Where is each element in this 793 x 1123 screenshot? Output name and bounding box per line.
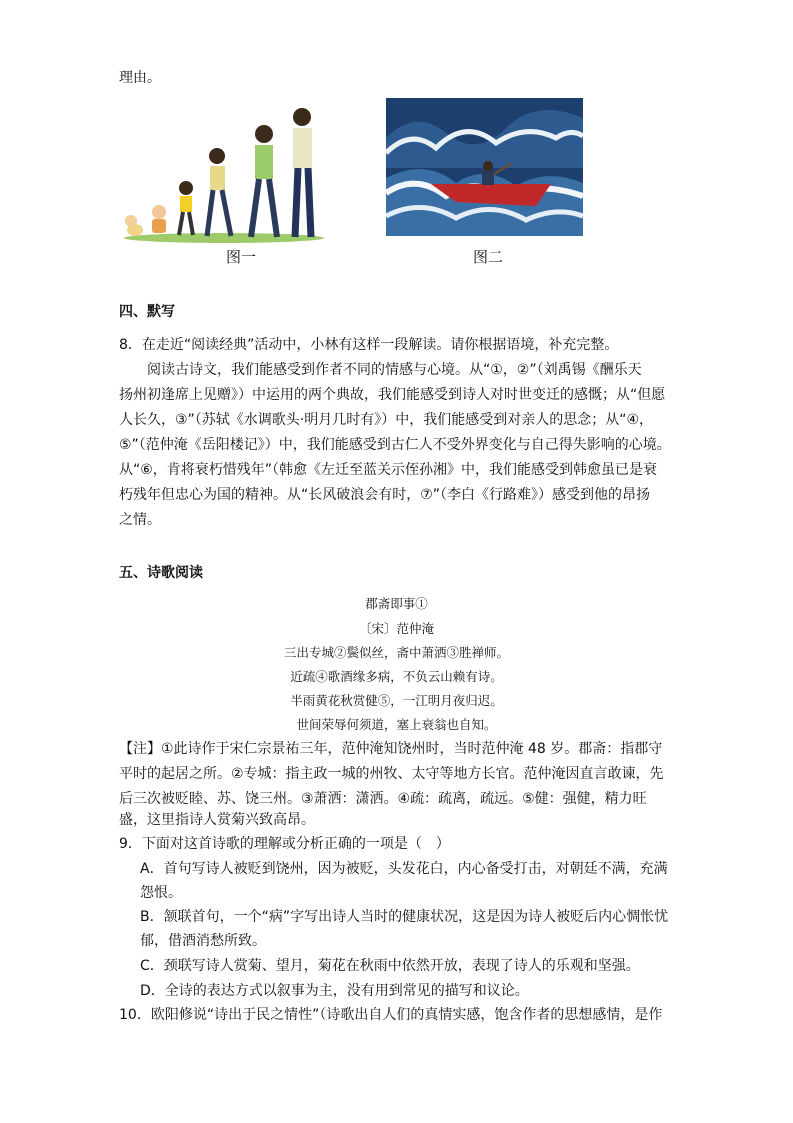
note-line: 【注】①此诗作于宋仁宗景祐三年，范仲淹知饶州时，当时范仲淹 48 岁。郡斋：指郡守	[119, 741, 663, 757]
question9-stem: 9．下面对这首诗歌的理解或分析正确的一项是（ ）	[119, 836, 450, 852]
note-line: 后三次被贬睦、苏、饶三州。③萧洒：潇洒。④疏：疏离，疏远。⑤健：强健，精力旺	[119, 791, 647, 807]
note-line: 平时的起居之所。②专城：指主政一城的州牧、太守等地方长官。范仲淹因直言敢谏，先	[119, 766, 664, 782]
passage-line: 之情。	[119, 512, 161, 528]
question9-option: 怨恨。	[140, 885, 182, 901]
poem-line: 近疏④歌酒缘多病，不负云山赖有诗。	[290, 669, 503, 684]
continued-text: 理由。	[119, 70, 161, 86]
question9-option: C．颈联写诗人赏菊、望月，菊花在秋雨中依然开放，表现了诗人的乐观和坚强。	[140, 958, 640, 974]
passage-line: 阅读古诗文，我们能感受到作者不同的情感与心境。从“①，②”（刘禹锡《酬乐天	[147, 362, 642, 378]
poem-line: 半雨黄花秋赏健⑤，一江明月夜归迟。	[290, 693, 503, 708]
question9-option: B．颔联首句，一个“病”字写出诗人当时的健康状况，这是因为诗人被贬后内心惆怅忧	[140, 909, 669, 925]
boat-in-storm-illustration	[386, 98, 583, 236]
question9-option: 郁，借酒消愁所致。	[140, 933, 266, 949]
question9-option: D．全诗的表达方式以叙事为主，没有用到常见的描写和议论。	[140, 983, 529, 999]
figure-growth-stages	[119, 100, 329, 245]
question10-stem: 10．欧阳修说“诗出于民之情性”（诗歌出自人们的真情实感，饱含作者的思想感情，是作	[119, 1007, 663, 1023]
poem-title: 郡斋即事①	[365, 596, 428, 611]
poem-author: 〔宋〕范仲淹	[358, 621, 434, 636]
passage-line: 人长久，③”（苏轼《水调歌头·明月几时有》）中，我们能感受到对亲人的思念；从“④，	[119, 412, 654, 428]
passage-line: 扬州初逢席上见赠》）中运用的两个典故，我们能感受到诗人对时世变迁的感慨；从“但愿	[119, 387, 666, 403]
figure1-caption: 图一	[226, 248, 257, 266]
passage-line: 从“⑥，肯将衰朽惜残年”（韩愈《左迁至蓝关示侄孙湘》中，我们能感受到韩愈虽已是衰	[119, 462, 658, 478]
poem-line: 世间荣辱何须道，塞上衰翁也自知。	[296, 717, 497, 732]
poem-line: 三出专城②鬓似丝，斋中萧洒③胜禅师。	[283, 645, 509, 660]
question9-option: A．首句写诗人被贬到饶州，因为被贬，头发花白，内心备受打击，对朝廷不满，充满	[140, 861, 668, 877]
growth-stages-illustration	[119, 100, 329, 245]
section5-heading: 五、诗歌阅读	[119, 565, 203, 581]
passage-line: 朽残年但忠心为国的精神。从“长风破浪会有时，⑦”（李白《行路难》）感受到他的昂扬	[119, 487, 651, 503]
question8-intro: 8．在走近“阅读经典”活动中，小林有这样一段解读。请你根据语境，补充完整。	[119, 337, 619, 353]
passage-line: ⑤”（范仲淹《岳阳楼记》）中，我们能感受到古仁人不受外界变化与自己得失影响的心境。	[119, 437, 671, 453]
figure2-caption: 图二	[473, 248, 504, 266]
note-line: 盛，这里指诗人赏菊兴致高昂。	[119, 812, 315, 828]
section4-heading: 四、默写	[119, 304, 175, 320]
figure-boat-waves	[386, 98, 583, 236]
